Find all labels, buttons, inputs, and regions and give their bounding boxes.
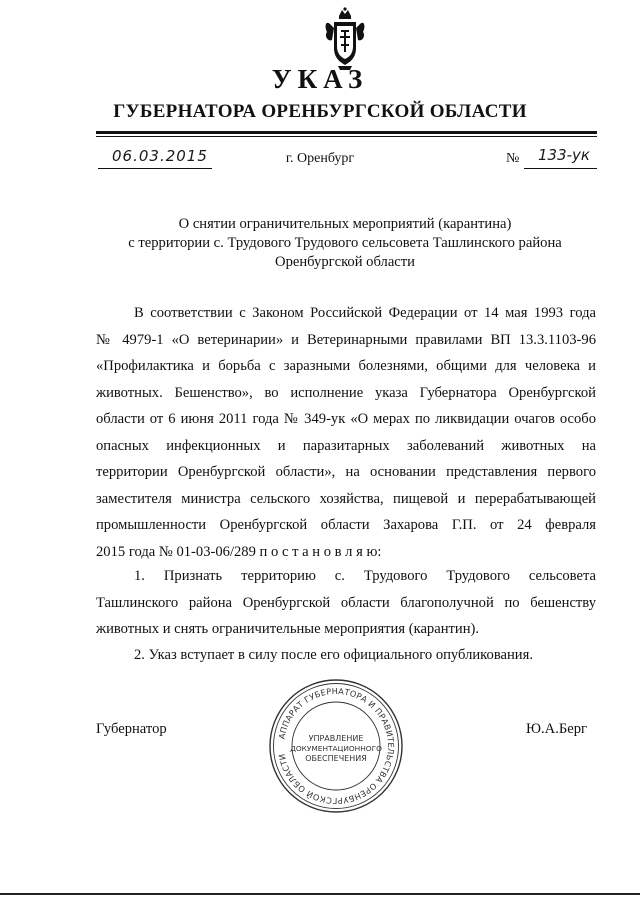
body-line: В соответствии с Законом Российской Федерации от 14 мая 1993 года	[134, 305, 596, 321]
issuer-title: ГУБЕРНАТОРА ОРЕНБУРГСКОЙ ОБЛАСТИ	[113, 101, 527, 122]
subject-line: Оренбургской области	[275, 254, 415, 270]
page-bottom-edge	[0, 893, 640, 895]
header-rule-thick	[96, 131, 597, 134]
body-line: заместителя министра сельского хозяйства, пищевой и перерабатывающей	[96, 490, 596, 507]
document-date: 06.03.2015	[112, 147, 208, 165]
document-number: 133-ук	[538, 146, 590, 164]
seal-center-line: ДОКУМЕНТАЦИОННОГО	[290, 744, 382, 753]
document-type-title: УКАЗ	[271, 64, 369, 94]
preamble-paragraph	[96, 300, 596, 565]
subject-line: О снятии ограничительных мероприятий (карантина)	[178, 216, 512, 232]
subject-line: с территории с. Трудового Трудового сельсовета Ташлинского района	[128, 235, 562, 251]
body-line: животных и снять ограничительные мероприятия (карантин).	[96, 621, 480, 637]
body-line: промышленности Оренбургской области Захарова Г.П. от 24 февраля	[96, 517, 596, 533]
resolution-item-2: 2. Указ вступает в силу после его официального опубликования.	[134, 647, 533, 663]
header-rule-thin	[96, 136, 597, 137]
body-line: территории Оренбургской области», на основании представления первого	[96, 464, 596, 480]
body-line: 1. Признать территорию с. Трудового Трудового сельсовета	[134, 568, 596, 584]
body-line: Ташлинского района Оренбургской области благополучной по бешенству	[96, 594, 596, 611]
resolution-item-1	[96, 563, 596, 643]
coat-of-arms-icon	[322, 6, 368, 72]
document-subject	[90, 215, 600, 272]
body-line: животных. Бешенство», во исполнение указа Губернатора Оренбургской	[96, 384, 596, 401]
city: г. Оренбург	[285, 151, 355, 166]
seal-center-line: УПРАВЛЕНИЕ	[308, 734, 364, 743]
signatory-position: Губернатор	[96, 721, 167, 737]
official-seal	[266, 676, 406, 816]
body-line: области от 6 июня 2011 года № 349-ук «О мерах по ликвидации очагов особо	[96, 411, 596, 427]
body-line: опасных инфекционных и паразитарных заболеваний животных на	[96, 437, 596, 454]
body-line: «Профилактика и борьба с заразными болезнями, общими для человека и	[96, 358, 596, 374]
body-line: 2015 года № 01-03-06/289 п о с т а н о в л я ю:	[96, 543, 382, 560]
body-line: № 4979-1 «О ветеринарии» и Ветеринарными правилами ВП 13.3.1103-96	[96, 331, 596, 348]
number-label: №	[506, 151, 520, 166]
signatory-name: Ю.А.Берг	[526, 721, 587, 737]
seal-center-line: ОБЕСПЕЧЕНИЯ	[305, 754, 367, 763]
seal-ring-text: АППАРАТ ГУБЕРНАТОРА И ПРАВИТЕЛЬСТВА ОРЕНБУРГСКОЙ ОБЛАСТИ	[276, 685, 397, 807]
